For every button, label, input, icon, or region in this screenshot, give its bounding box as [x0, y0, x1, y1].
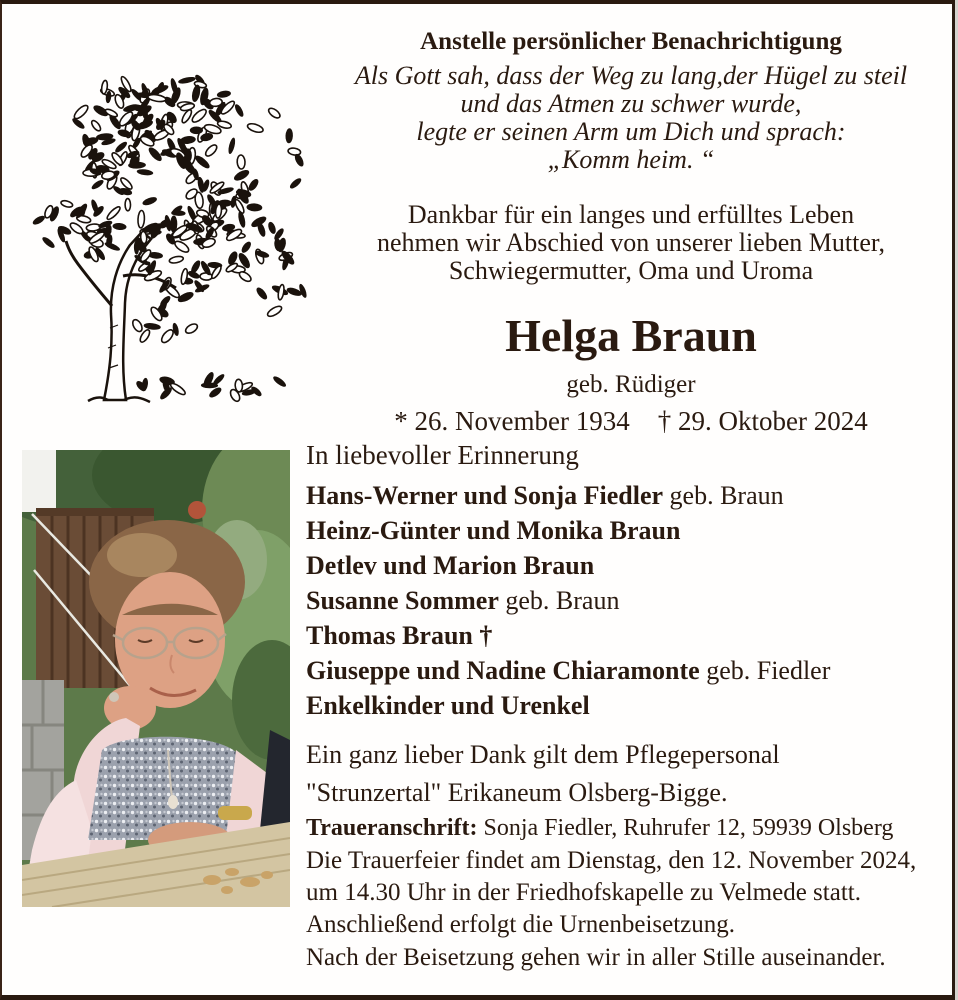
poem-line: „Komm heim. “: [547, 145, 715, 174]
mourner-name: Giuseppe und Nadine Chiaramonte: [306, 656, 700, 685]
funeral-line: um 14.30 Uhr in der Friedhofskapelle zu Velmede statt.: [306, 879, 861, 906]
gold-watch: [218, 806, 252, 820]
memorial-poem: [310, 62, 952, 174]
poem-line: legte er seinen Arm um Dich und sprach:: [416, 117, 846, 146]
ring: [109, 692, 119, 702]
head-block: [310, 0, 952, 437]
mourner-name: Heinz-Günter und Monika Braun: [306, 516, 681, 545]
mourner-row: [306, 478, 830, 513]
mourner-name: Thomas Braun †: [306, 621, 493, 650]
mourner-row: [306, 688, 830, 723]
farewell-text: [310, 201, 952, 285]
mourner-name: Susanne Sommer: [306, 586, 499, 615]
maiden-name: geb. Rüdiger: [566, 371, 696, 398]
mourner-row: [306, 513, 830, 548]
mourner-row: [306, 548, 830, 583]
life-dates: [310, 405, 952, 437]
poem-line: und das Atmen zu schwer wurde,: [460, 89, 802, 118]
mourner-name: Enkelkinder und Urenkel: [306, 691, 590, 720]
mourner-suffix: geb. Braun: [498, 586, 620, 615]
portrait-photo: [22, 450, 290, 907]
mourner-row: [306, 583, 830, 618]
address-label: Traueranschrift:: [306, 815, 478, 841]
sky-patch: [22, 450, 56, 512]
funeral-line: Die Trauerfeier findet am Dienstag, den 12. November 2024,: [306, 847, 917, 874]
mourner-row: [306, 618, 830, 653]
thanks-line: "Strunzertal" Erikaneum Olsberg-Bigge.: [306, 778, 728, 807]
tree-illustration: [20, 48, 310, 420]
closing-line: Nach der Beisetzung gehen wir in aller Stille auseinander.: [306, 944, 886, 971]
poem-line: Als Gott sah, dass der Weg zu lang,der Hügel zu steil: [354, 61, 908, 90]
mourner-row: [306, 653, 830, 688]
death-date: † 29. Oktober 2024: [657, 406, 868, 436]
funeral-line: Anschließend erfolgt die Urnenbeisetzung.: [306, 911, 736, 938]
farewell-line: Dankbar für ein langes und erfülltes Leben: [407, 200, 855, 229]
funeral-info: [306, 845, 916, 941]
tree-leaves: [31, 73, 308, 403]
farewell-line: Schwiegermutter, Oma und Uroma: [448, 256, 814, 285]
deceased-name: Helga Braun: [505, 310, 757, 361]
mourner-suffix: geb. Braun: [663, 481, 784, 510]
notice-header: Anstelle persönlicher Benachrichtigung: [420, 28, 842, 55]
address-value: Sonja Fiedler, Ruhrufer 12, 59939 Olsberg: [477, 815, 894, 841]
mourner-name: Detlev und Marion Braun: [306, 551, 595, 580]
birth-date: * 26. November 1934: [394, 406, 630, 436]
mourning-address: [306, 813, 893, 843]
farewell-line: nehmen wir Abschied von unserer lieben Mutter,: [377, 228, 885, 257]
mourner-name: Hans-Werner und Sonja Fiedler: [306, 481, 664, 510]
mourners-list: [306, 478, 830, 723]
mourner-suffix: geb. Fiedler: [699, 656, 831, 685]
thanks-text: [306, 736, 780, 812]
remembrance-line: In liebevoller Erinnerung: [306, 440, 579, 470]
thanks-line: Ein ganz lieber Dank gilt dem Pflegepersonal: [306, 740, 780, 769]
